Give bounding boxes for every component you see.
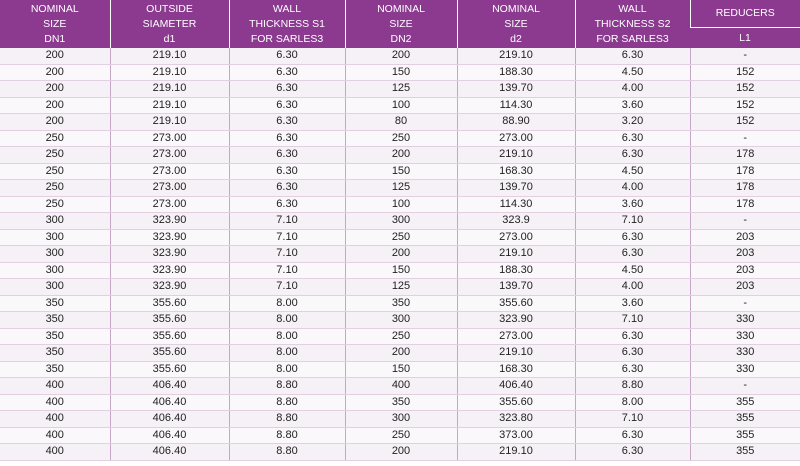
header-line: THICKNESS S2 [594,17,671,30]
header-line: OUTSIDE [146,2,193,15]
dn1-cell: 300 [0,262,110,279]
s1-cell: 8.80 [229,444,345,461]
d1-cell: 323.90 [110,279,229,296]
s1-cell: 8.80 [229,427,345,444]
table-row [0,213,800,230]
d1-cell: 273.00 [110,147,229,164]
l1-cell: - [690,213,800,230]
table-row [0,328,800,345]
dn2-cell: 300 [345,312,457,329]
header-line: NOMINAL [377,2,425,15]
s1-cell: 6.30 [229,114,345,131]
d1-cell: 323.90 [110,213,229,230]
dn2-cell: 200 [345,345,457,362]
s1-cell: 6.30 [229,81,345,98]
header-line: NOMINAL [30,2,79,15]
l1-cell: 203 [690,229,800,246]
table-row [0,196,800,213]
d2-cell: 355.60 [457,295,575,312]
dn1-cell: 200 [0,97,110,114]
dn2-cell: 150 [345,262,457,279]
d1-cell: 323.90 [110,229,229,246]
d1-cell: 355.60 [110,295,229,312]
l1-cell: 152 [690,81,800,98]
d1-cell: 406.40 [110,378,229,395]
dn1-cell: 300 [0,229,110,246]
d2-cell: 139.70 [457,180,575,197]
d2-cell: 219.10 [457,48,575,64]
d1-cell: 219.10 [110,64,229,81]
s2-cell: 6.30 [575,361,690,378]
d2-cell: 355.60 [457,394,575,411]
d2-cell: 273.00 [457,229,575,246]
l1-cell: 178 [690,163,800,180]
s2-cell: 4.00 [575,81,690,98]
l1-cell: 355 [690,394,800,411]
d2-cell: 323.80 [457,411,575,428]
dn2-cell: 350 [345,295,457,312]
table-row [0,81,800,98]
dn1-cell: 400 [0,411,110,428]
s1-cell: 6.30 [229,196,345,213]
table-row [0,114,800,131]
d1-cell: 406.40 [110,411,229,428]
table-row [0,147,800,164]
dn1-cell: 400 [0,378,110,395]
header-line: FOR SARLES3 [596,32,669,45]
header-l1: L1 [690,28,800,49]
dn2-cell: 250 [345,328,457,345]
dn1-cell: 250 [0,180,110,197]
header-line: THICKNESS S1 [249,17,325,30]
header-line: WALL [618,2,647,15]
dn1-cell: 400 [0,394,110,411]
l1-cell: 330 [690,345,800,362]
table-header [0,0,800,48]
table-row [0,361,800,378]
s1-cell: 6.30 [229,130,345,147]
d1-cell: 323.90 [110,262,229,279]
s2-cell: 6.30 [575,130,690,147]
dn1-cell: 350 [0,328,110,345]
dn2-cell: 350 [345,394,457,411]
d1-cell: 273.00 [110,196,229,213]
table-body [0,48,800,460]
header-dn1 [0,0,110,48]
l1-cell: 203 [690,262,800,279]
d2-cell: 139.70 [457,81,575,98]
table-row [0,378,800,395]
s2-cell: 7.10 [575,213,690,230]
header-dn2 [345,0,457,48]
dn1-cell: 350 [0,295,110,312]
dn2-cell: 200 [345,444,457,461]
header-line: SIAMETER [142,17,197,30]
s1-cell: 6.30 [229,147,345,164]
table-row [0,163,800,180]
s1-cell: 7.10 [229,229,345,246]
d1-cell: 406.40 [110,444,229,461]
dn2-cell: 150 [345,163,457,180]
dn2-cell: 150 [345,361,457,378]
d2-cell: 114.30 [457,97,575,114]
d1-cell: 219.10 [110,81,229,98]
d1-cell: 355.60 [110,328,229,345]
l1-cell: 178 [690,180,800,197]
header-line: DN2 [390,32,412,45]
s1-cell: 8.00 [229,345,345,362]
l1-cell: 178 [690,196,800,213]
dn2-cell: 125 [345,81,457,98]
s2-cell: 4.00 [575,180,690,197]
table-row [0,229,800,246]
header-d1 [110,0,229,48]
dn2-cell: 250 [345,229,457,246]
d1-cell: 355.60 [110,361,229,378]
s2-cell: 6.30 [575,48,690,64]
s1-cell: 6.30 [229,48,345,64]
d1-cell: 219.10 [110,97,229,114]
l1-cell: 355 [690,427,800,444]
dn2-cell: 100 [345,196,457,213]
l1-cell: 203 [690,246,800,263]
l1-cell: 152 [690,64,800,81]
d2-cell: 323.9 [457,213,575,230]
d2-cell: 373.00 [457,427,575,444]
s1-cell: 7.10 [229,246,345,263]
d1-cell: 219.10 [110,48,229,64]
dn1-cell: 250 [0,196,110,213]
s1-cell: 7.10 [229,279,345,296]
l1-cell: 330 [690,361,800,378]
table-row [0,295,800,312]
l1-cell: - [690,295,800,312]
s2-cell: 4.50 [575,262,690,279]
table-row [0,427,800,444]
dn2-cell: 400 [345,378,457,395]
d1-cell: 273.00 [110,163,229,180]
l1-cell: 152 [690,97,800,114]
dn2-cell: 125 [345,180,457,197]
d1-cell: 219.10 [110,114,229,131]
d1-cell: 273.00 [110,180,229,197]
header-line: SIZE [504,17,528,30]
s2-cell: 3.60 [575,196,690,213]
dn1-cell: 200 [0,114,110,131]
header-line: d2 [510,32,522,45]
dn1-cell: 300 [0,246,110,263]
header-d2 [457,0,575,48]
l1-cell: 330 [690,312,800,329]
s2-cell: 6.30 [575,328,690,345]
dn1-cell: 300 [0,213,110,230]
header-s2 [575,0,690,48]
s1-cell: 8.00 [229,312,345,329]
dn2-cell: 250 [345,427,457,444]
dn1-cell: 400 [0,427,110,444]
d1-cell: 406.40 [110,394,229,411]
table-row [0,262,800,279]
l1-cell: 152 [690,114,800,131]
dn1-cell: 300 [0,279,110,296]
dn2-cell: 300 [345,411,457,428]
d2-cell: 168.30 [457,163,575,180]
s2-cell: 8.00 [575,394,690,411]
d2-cell: 188.30 [457,262,575,279]
l1-cell: 178 [690,147,800,164]
dn1-cell: 200 [0,48,110,64]
table-row [0,246,800,263]
d1-cell: 355.60 [110,312,229,329]
s2-cell: 8.80 [575,378,690,395]
header-line: DN1 [44,32,66,45]
s1-cell: 8.00 [229,361,345,378]
dn2-cell: 200 [345,48,457,64]
l1-cell: 355 [690,444,800,461]
dn1-cell: 250 [0,130,110,147]
l1-cell: - [690,130,800,147]
dn1-cell: 250 [0,147,110,164]
header-line: WALL [272,2,302,15]
s2-cell: 7.10 [575,411,690,428]
dn1-cell: 200 [0,81,110,98]
header-reducers: REDUCERS [690,0,800,28]
dn2-cell: 300 [345,213,457,230]
dn2-cell: 80 [345,114,457,131]
dn2-cell: 150 [345,64,457,81]
s1-cell: 7.10 [229,262,345,279]
d2-cell: 114.30 [457,196,575,213]
d1-cell: 406.40 [110,427,229,444]
dn1-cell: 200 [0,64,110,81]
s2-cell: 6.30 [575,427,690,444]
table-row [0,411,800,428]
s1-cell: 8.80 [229,378,345,395]
d2-cell: 219.10 [457,444,575,461]
table-row [0,279,800,296]
d2-cell: 188.30 [457,64,575,81]
s1-cell: 8.00 [229,295,345,312]
s1-cell: 6.30 [229,163,345,180]
d1-cell: 323.90 [110,246,229,263]
s2-cell: 6.30 [575,345,690,362]
d2-cell: 219.10 [457,246,575,263]
dn1-cell: 350 [0,345,110,362]
s2-cell: 6.30 [575,147,690,164]
header-line: FOR SARLES3 [250,32,324,45]
s2-cell: 6.30 [575,444,690,461]
dn2-cell: 125 [345,279,457,296]
d2-cell: 139.70 [457,279,575,296]
dn1-cell: 350 [0,312,110,329]
dn2-cell: 200 [345,147,457,164]
l1-cell: - [690,378,800,395]
d2-cell: 273.00 [457,328,575,345]
s2-cell: 4.50 [575,163,690,180]
s2-cell: 3.20 [575,114,690,131]
s2-cell: 4.50 [575,64,690,81]
l1-cell: 355 [690,411,800,428]
table-row [0,180,800,197]
l1-cell: 203 [690,279,800,296]
d2-cell: 219.10 [457,147,575,164]
table-row [0,444,800,461]
s1-cell: 6.30 [229,180,345,197]
table-row [0,345,800,362]
table-row [0,312,800,329]
table-row [0,64,800,81]
dn1-cell: 400 [0,444,110,461]
d1-cell: 273.00 [110,130,229,147]
header-line: d1 [163,32,176,45]
d1-cell: 355.60 [110,345,229,362]
table-row [0,394,800,411]
d2-cell: 219.10 [457,345,575,362]
d2-cell: 273.00 [457,130,575,147]
s1-cell: 7.10 [229,213,345,230]
s2-cell: 3.60 [575,97,690,114]
header-line: SIZE [389,17,413,30]
header-line: NOMINAL [492,2,540,15]
s1-cell: 6.30 [229,64,345,81]
dn2-cell: 100 [345,97,457,114]
header-line: SIZE [43,17,67,30]
d2-cell: 323.90 [457,312,575,329]
s1-cell: 8.80 [229,411,345,428]
s1-cell: 8.00 [229,328,345,345]
s2-cell: 7.10 [575,312,690,329]
s2-cell: 6.30 [575,229,690,246]
l1-cell: - [690,48,800,64]
dn1-cell: 250 [0,163,110,180]
table-row [0,130,800,147]
dn2-cell: 250 [345,130,457,147]
s2-cell: 4.00 [575,279,690,296]
table-row [0,97,800,114]
header-s1 [229,0,345,48]
d2-cell: 406.40 [457,378,575,395]
s1-cell: 8.80 [229,394,345,411]
d2-cell: 88.90 [457,114,575,131]
dn1-cell: 350 [0,361,110,378]
dn2-cell: 200 [345,246,457,263]
s1-cell: 6.30 [229,97,345,114]
s2-cell: 6.30 [575,246,690,263]
s2-cell: 3.60 [575,295,690,312]
d2-cell: 168.30 [457,361,575,378]
table-row [0,48,800,64]
l1-cell: 330 [690,328,800,345]
